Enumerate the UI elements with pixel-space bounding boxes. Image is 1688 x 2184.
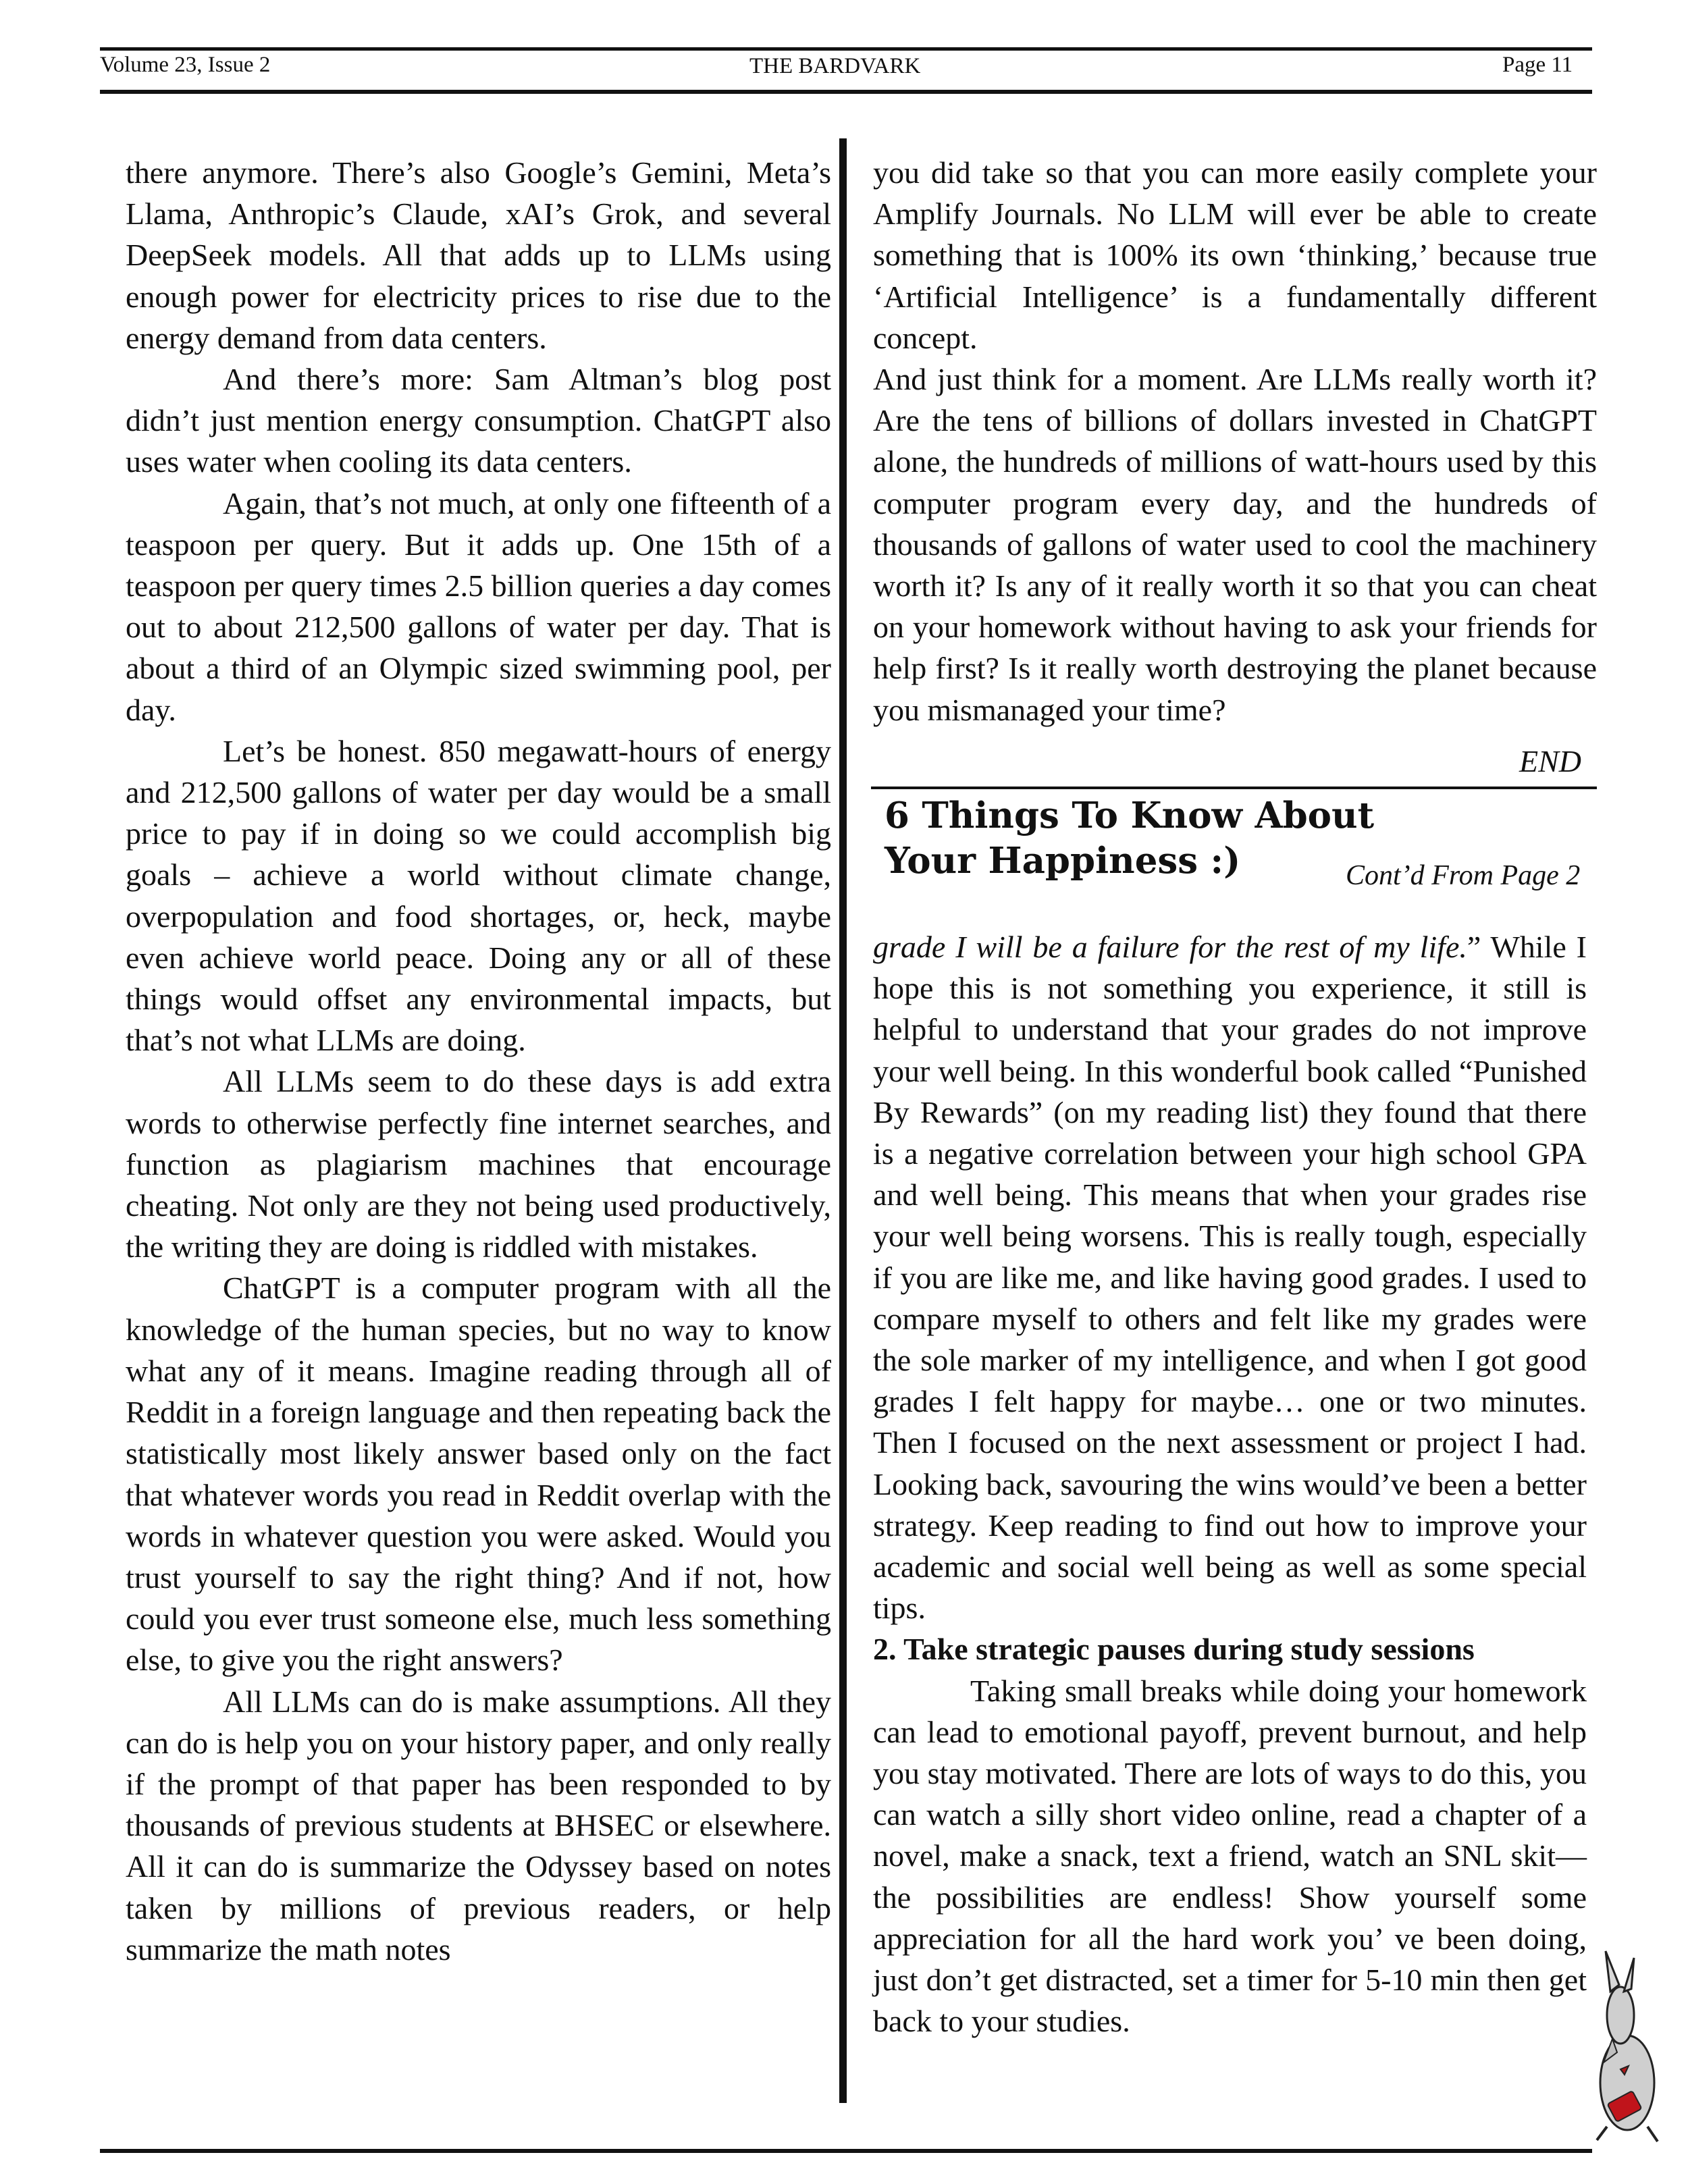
italic-quote: grade I will be a failure for the rest of my life.: [873, 930, 1467, 964]
section-title: 6 Things To Know About Your Happiness :): [885, 795, 1375, 882]
paragraph: And just think for a moment. Are LLMs really worth it? Are the tens of billions of dollars invested in ChatGPT alone, the hundreds of millions of watt-hours used by this computer program every day, and the hundreds of thousands of gallons of water used to cool the machinery worth it? Is any of it really worth it so that you can cheat on your homework without having to ask your friends for help first? Is it really worth destroying the planet because you mismanaged your time?: [873, 362, 1597, 727]
paragraph: All LLMs can do is make assumptions. All they can do is help you on your history paper, and only really if the prompt of that paper has been responded to by thousands of previous students at BHSEC or elsewhere. All it can do is summarize the Odyssey based on notes taken by millions of previous readers, or help summarize the math notes: [126, 1684, 831, 1967]
right-column-bottom: [873, 926, 1587, 2042]
continued-from-label: Cont’d From Page 2: [1346, 860, 1581, 891]
aardvark-mascot-icon: [1587, 1944, 1668, 2147]
paragraph: [873, 926, 1587, 1628]
paragraph-text: ” While I hope this is not something you experience, it still is helpful to understand that your grades do not improve your well being. In this wonderful book called “Punished By Rewards” (on my reading list) they found that there is a negative correlation between your high school GPA and well being. This means that when your grades rise your well being worsens. This is really tough, especially if you are like me, and like having good grades. I used to compare myself to others and felt like my grades were the sole marker of my intelligence, and when I got good grades I felt happy for maybe… one or two minutes. Then I focused on the next assessment or project I had. Looking back, savouring the wins would’ve been a better strategy. Keep reading to find out how to improve your academic and social well being as well as some special tips.: [873, 930, 1587, 1626]
paragraph: And there’s more: Sam Altman’s blog post didn’t just mention energy consumption. ChatGPT also uses water when cooling its data centers.: [126, 362, 831, 479]
left-column: [126, 152, 831, 1970]
column-divider: [839, 138, 847, 2103]
header-top-rule: [100, 47, 1592, 51]
paragraph: Taking small breaks while doing your homework can lead to emotional payoff, prevent burnout, and help you stay motivated. There are lots of ways to do this, you can watch a silly short video online, read a chapter of a novel, make a snack, text a friend, watch an SNL skit— the possibilities are endless! Show yourself some appreciation for all the hard work you’ ve been doing, just don’t get distracted, set a timer for 5-10 min then get back to your studies.: [873, 1673, 1587, 2039]
header-bottom-rule: [100, 90, 1592, 94]
paragraph: All LLMs seem to do these days is add extra words to otherwise perfectly fine internet searches, and function as plagiarism machines that encourage cheating. Not only are they not being used productively, the writing they are doing is riddled with mistakes.: [126, 1064, 831, 1264]
subsection-heading: 2. Take strategic pauses during study sessions: [873, 1632, 1475, 1667]
paragraph: ChatGPT is a computer program with all the knowledge of the human species, but no way to know what any of it means. Imagine reading through all of Reddit in a foreign language and then repeating back the statistically most likely answer based only on the fact that whatever words you read in Reddit overlap with the words in whatever question you were asked. Would you trust yourself to say the right thing? And if not, how could you ever trust someone else, much less something else, to give you the right answers?: [126, 1271, 831, 1678]
footer-rule: [100, 2149, 1592, 2153]
page-number: Page 11: [1502, 53, 1573, 77]
paragraph: Let’s be honest. 850 megawatt-hours of energy and 212,500 gallons of water per day would be a small price to pay if in doing so we could accomplish big goals – achieve a world without climate change, overpopulation and food shortages, or, heck, maybe even achieve world peace. Doing any or all of these things would offset any environmental impacts, but that’s not what LLMs are doing.: [126, 733, 831, 1058]
newspaper-title: THE BARDVARK: [749, 54, 921, 78]
paragraph: there anymore. There’s also Google’s Gemini, Meta’s Llama, Anthropic’s Claude, xAI’s Grok, and several DeepSeek models. All that adds up to LLMs using enough power for electricity prices to rise due to the energy demand from data centers.: [126, 155, 831, 355]
article-end-rule: [871, 787, 1597, 789]
right-column-top: [873, 152, 1597, 730]
end-marker: END: [1519, 744, 1581, 778]
paragraph: Again, that’s not much, at only one fifteenth of a teaspoon per query. But it adds up. One 15th of a teaspoon per query times 2.5 billion queries a day comes out to about 212,500 gallons of water per day. That is about a third of an Olympic sized swimming pool, per day.: [126, 485, 831, 727]
paragraph: you did take so that you can more easily complete your Amplify Journals. No LLM will ever be able to create something that is 100% its own ‘thinking,’ because true ‘Artificial Intelligence’ is a fundamentally different concept.: [873, 155, 1597, 355]
issue-label: Volume 23, Issue 2: [100, 53, 271, 77]
